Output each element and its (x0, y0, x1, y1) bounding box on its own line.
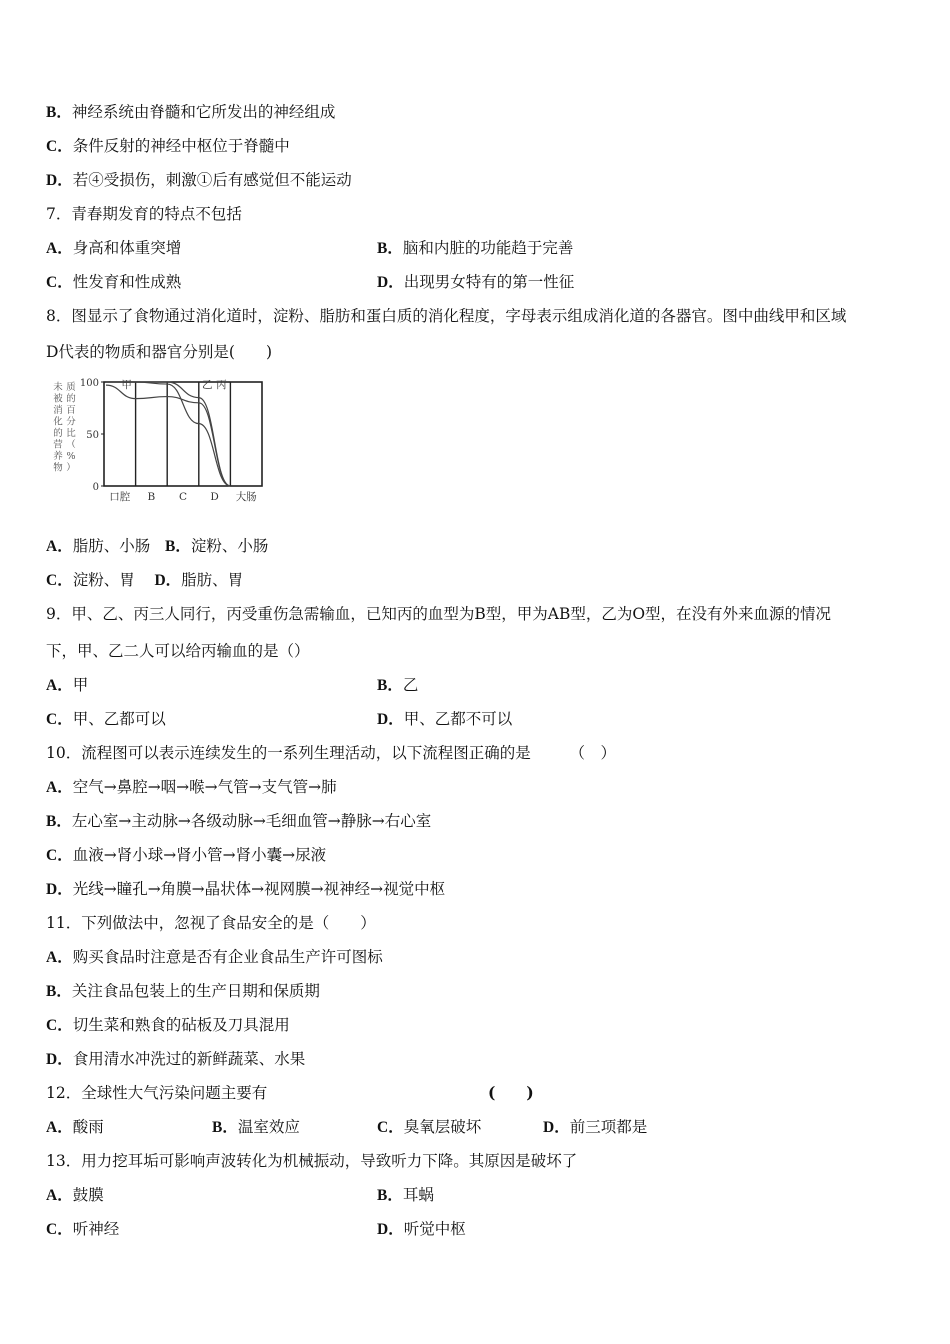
q7-stem: 7．青春期发育的特点不包括 (46, 205, 242, 223)
digestion-chart (46, 372, 276, 507)
y-axis-label-char: 的 (66, 393, 76, 405)
q10-option-c: C．血液→肾小球→肾小管→肾小囊→尿液 (46, 846, 327, 864)
q12-option-b: B．温室效应 (212, 1118, 300, 1136)
q6-option-c: C．条件反射的神经中枢位于脊髓中 (46, 137, 290, 155)
q8-option-d: D．脂肪、胃 (154, 571, 244, 589)
q10-option-b: B．左心室→主动脉→各级动脉→毛细血管→静脉→右心室 (46, 812, 432, 830)
y-axis-label-char: 质 (66, 382, 76, 393)
y-axis-label-char: 被 (53, 393, 63, 405)
q12-option-d: D．前三项都是 (543, 1118, 648, 1136)
q11-stem: 11．下列做法中，忽视了食品安全的是（ ） (46, 914, 376, 932)
q9-option-b: B．乙 (377, 676, 419, 694)
series-line-2 (106, 382, 230, 486)
x-tick-label: D (210, 491, 219, 503)
series-label: 甲 (121, 379, 132, 392)
q11-option-c: C．切生菜和熟食的砧板及刀具混用 (46, 1016, 290, 1034)
q12-option-c: C．臭氧层破坏 (377, 1118, 482, 1136)
series-line-3 (106, 382, 230, 486)
series-label: 丙 (216, 379, 227, 392)
x-tick-label: C (178, 491, 188, 503)
q10-stem: 10．流程图可以表示连续发生的一系列生理活动，以下流程图正确的是 （ ） (46, 744, 616, 762)
q8-stem-line1: 8．图显示了食物通过消化道时，淀粉、脂肪和蛋白质的消化程度，字母表示组成消化道的各器官。图中曲线甲和区域 (46, 307, 847, 325)
y-axis-label-char: 比 (66, 428, 76, 439)
q8-option-b: B．淀粉、小肠 (165, 537, 269, 555)
q12-answer-paren: ( ) (488, 1083, 534, 1102)
y-axis-label-char: ） (66, 462, 76, 474)
q7-option-b: B．脑和内脏的功能趋于完善 (377, 239, 574, 257)
y-tick-label: 0 (92, 482, 99, 493)
q13-stem: 13．用力挖耳垢可影响声波转化为机械振动，导致听力下降。其原因是破坏了 (46, 1152, 578, 1170)
q9-stem-line1: 9．甲、乙、丙三人同行，丙受重伤急需输血，已知丙的血型为B型，甲为AB型，乙为O型，在没有外来血源的情况 (46, 605, 832, 623)
q8-options-row1 (46, 536, 268, 557)
q8-option-c: C．淀粉、胃 (46, 571, 135, 589)
y-axis-label-char: （ (66, 439, 76, 451)
q8-stem-line2: D代表的物质和器官分别是( ) (46, 343, 273, 361)
y-axis-label-char: 化 (53, 416, 63, 428)
y-axis-label-char: % (66, 451, 76, 462)
y-axis-label-char: 百 (66, 405, 76, 416)
q13-option-c: C．听神经 (46, 1220, 120, 1238)
q7-option-a: A．身高和体重突增 (46, 239, 182, 257)
y-axis-label-char: 的 (53, 428, 63, 439)
q7-option-d: D．出现男女特有的第一性征 (377, 273, 575, 291)
q11-option-d: D．食用清水冲洗过的新鲜蔬菜、水果 (46, 1050, 306, 1068)
q13-option-d: D．听觉中枢 (377, 1220, 466, 1238)
q13-option-a: A．鼓膜 (46, 1186, 104, 1204)
y-axis-label-char: 物 (53, 462, 63, 474)
q11-option-a: A．购买食品时注意是否有企业食品生产许可图标 (46, 948, 383, 966)
y-tick-label: 50 (86, 430, 99, 441)
x-tick-label: B (147, 491, 156, 503)
q10-option-a: A．空气→鼻腔→咽→喉→气管→支气管→肺 (46, 778, 337, 796)
q6-option-b: B．神经系统由脊髓和它所发出的神经组成 (46, 103, 336, 121)
y-tick-label: 100 (79, 378, 99, 389)
q13-option-b: B．耳蜗 (377, 1186, 434, 1204)
q9-option-c: C．甲、乙都可以 (46, 710, 166, 728)
q11-option-b: B．关注食品包装上的生产日期和保质期 (46, 982, 320, 1000)
q9-stem-line2: 下，甲、乙二人可以给丙输血的是（） (46, 642, 310, 660)
q9-option-a: A．甲 (46, 676, 89, 694)
q8-option-a: A．脂肪、小肠 (46, 537, 151, 555)
q7-option-c: C．性发育和性成熟 (46, 273, 182, 291)
chart-ylabel (53, 381, 76, 474)
q9-option-d: D．甲、乙都不可以 (377, 710, 513, 728)
x-tick-label: 口腔 (109, 491, 131, 503)
y-axis-label-char: 养 (53, 451, 63, 462)
y-axis-label-char: 消 (53, 405, 63, 416)
q12-option-a: A．酸雨 (46, 1118, 104, 1136)
q10-option-d: D．光线→瞳孔→角膜→晶状体→视网膜→视神经→视觉中枢 (46, 880, 446, 898)
y-axis-label-char: 未 (53, 382, 63, 393)
series-label: 乙 (201, 379, 213, 392)
q8-options-row2 (46, 570, 243, 591)
q12-stem: 12．全球性大气污染问题主要有 (46, 1084, 268, 1102)
q6-option-d: D．若④受损伤，刺激①后有感觉但不能运动 (46, 171, 352, 189)
series-line-1 (106, 385, 230, 486)
x-tick-label: 大肠 (235, 491, 257, 503)
y-axis-label-char: 营 (53, 439, 63, 451)
y-axis-label-char: 分 (66, 416, 76, 428)
